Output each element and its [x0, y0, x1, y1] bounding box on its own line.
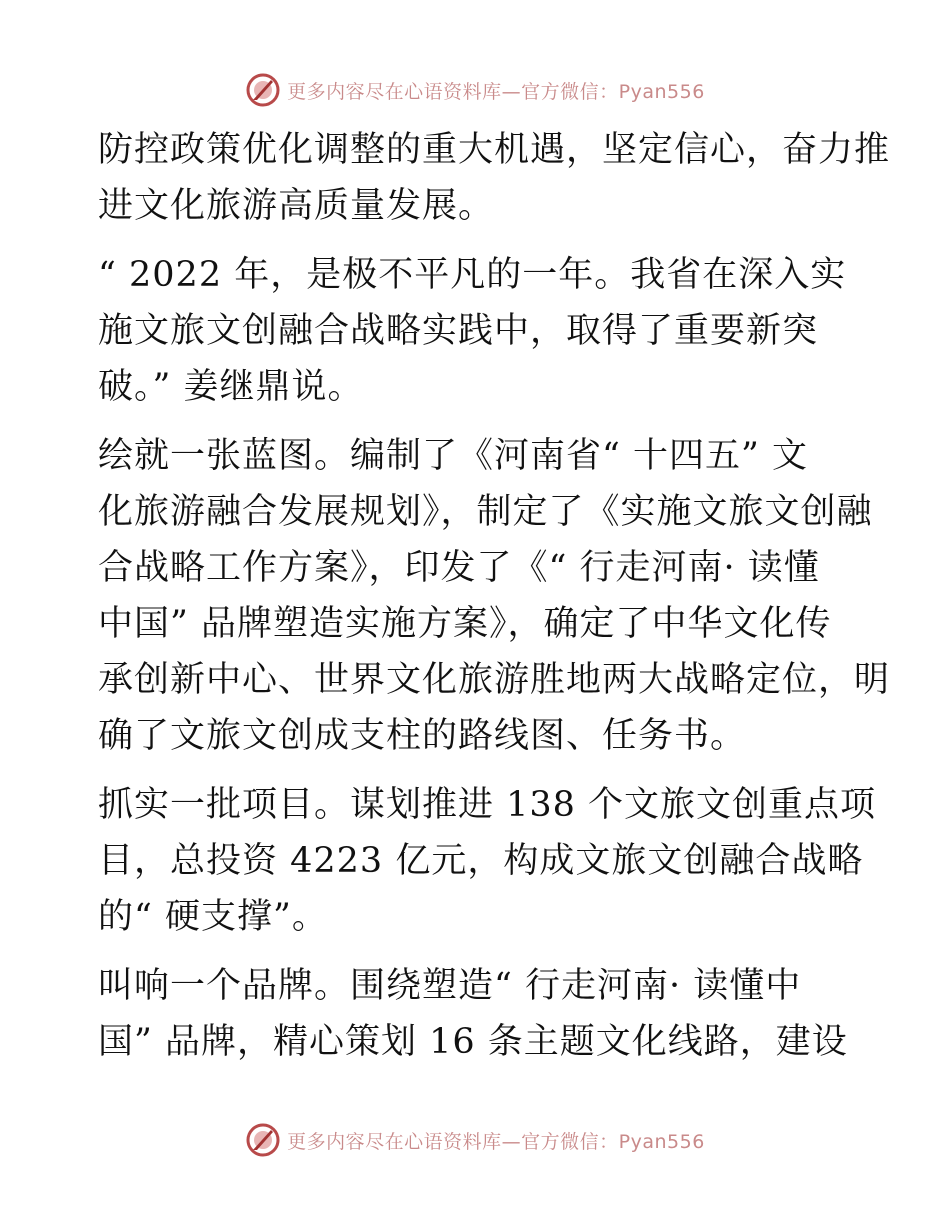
text-line: “ 2022 年，是极不平凡的一年。我省在深入实 [98, 255, 847, 295]
text-line: 绘就一张蓝图。编制了《河南省“ 十四五” 文 [98, 436, 809, 476]
text-line: 承创新中心、世界文化旅游胜地两大战略定位，明 [98, 660, 891, 700]
paragraph-2 [98, 247, 858, 415]
text-line: 的“ 硬支撑”。 [98, 897, 328, 937]
text-line: 叫响一个品牌。围绕塑造“ 行走河南· 读懂中 [98, 966, 802, 1006]
document-body [98, 122, 891, 1083]
watermark-text: 更多内容尽在心语资料库—官方微信：Pyan556 [287, 80, 705, 103]
text-line: 化旅游融合发展规划》，制定了《实施文旅文创融 [98, 492, 873, 532]
text-line: 进文化旅游高质量发展。 [98, 186, 495, 226]
text-line: 目，总投资 4223 亿元，构成文旅文创融合战略 [98, 841, 864, 881]
paragraph-3 [98, 428, 891, 764]
text-line: 抓实一批项目。谋划推进 138 个文旅文创重点项 [98, 785, 877, 825]
watermark-text: 更多内容尽在心语资料库—官方微信：Pyan556 [287, 1130, 705, 1153]
text-line: 合战略工作方案》，印发了《“ 行走河南· 读懂 [98, 548, 820, 588]
quill-circle-logo-icon [245, 72, 281, 108]
paragraph-4 [98, 777, 877, 945]
quill-circle-logo-icon [245, 1122, 281, 1158]
text-line: 防控政策优化调整的重大机遇，坚定信心，奋力推 [98, 130, 891, 170]
text-line: 中国” 品牌塑造实施方案》，确定了中华文化传 [98, 604, 832, 644]
text-line: 破。” 姜继鼎说。 [98, 367, 364, 407]
header-watermark [0, 72, 950, 108]
text-line: 确了文旅文创成支柱的路线图、任务书。 [98, 716, 747, 756]
paragraph-1 [98, 122, 891, 234]
footer-watermark [0, 1122, 950, 1158]
paragraph-5 [98, 958, 858, 1070]
text-line: 国” 品牌，精心策划 16 条主题文化线路，建设 [98, 1022, 848, 1062]
text-line: 施文旅文创融合战略实践中，取得了重要新突 [98, 311, 819, 351]
